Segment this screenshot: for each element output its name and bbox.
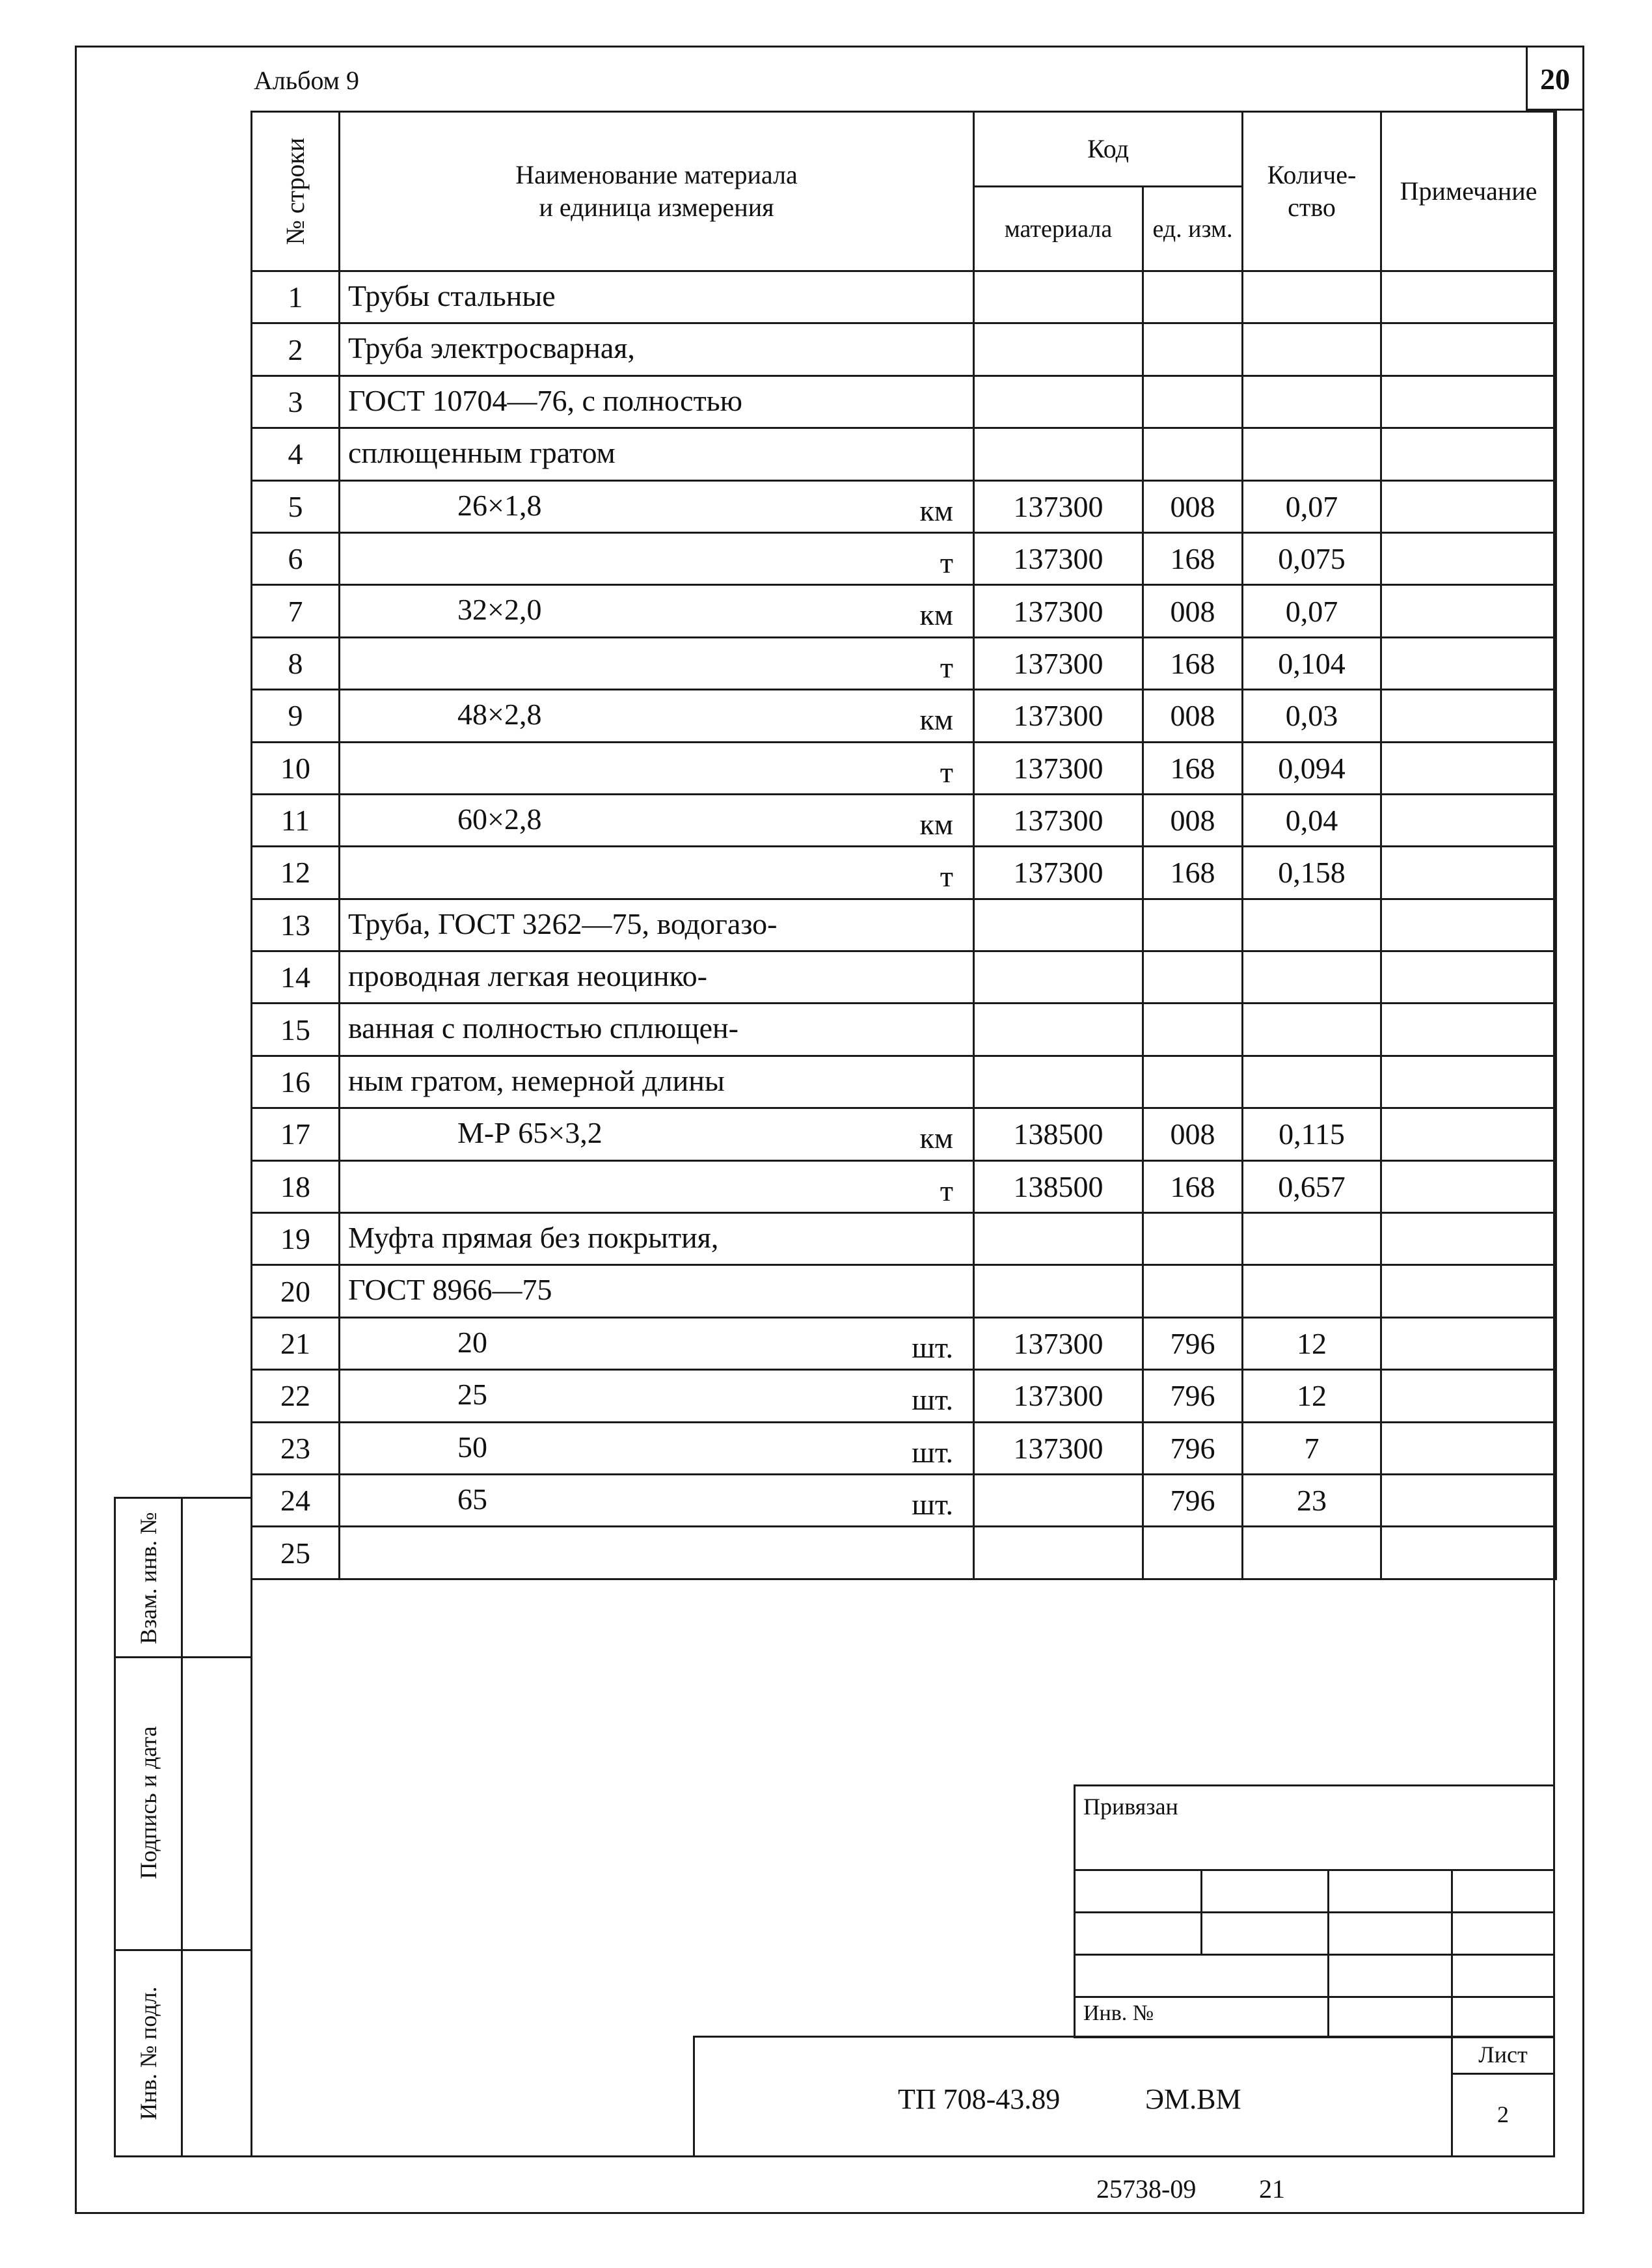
unit-code: 796 [1143, 1317, 1243, 1369]
note-cell [1381, 1370, 1556, 1422]
material-name-cell [340, 1213, 974, 1265]
row-number: 22 [252, 1370, 340, 1422]
note-cell [1381, 1527, 1556, 1579]
note-cell [1381, 847, 1556, 899]
quantity: 0,657 [1243, 1160, 1381, 1212]
unit-label: км [919, 598, 953, 632]
unit-code: 008 [1143, 690, 1243, 742]
material-code [974, 1056, 1143, 1108]
unit-code [1143, 323, 1243, 376]
table-row [252, 480, 1556, 532]
material-code: 137300 [974, 1317, 1143, 1369]
quantity: 0,07 [1243, 480, 1381, 532]
material-name-text: ным гратом, немерной длины [348, 1063, 725, 1097]
unit-code: 168 [1143, 1160, 1243, 1212]
quantity: 0,075 [1243, 532, 1381, 584]
material-name-text: ГОСТ 10704—76, с полностью [348, 383, 743, 417]
table-row [252, 1160, 1556, 1212]
note-cell [1381, 1474, 1556, 1526]
material-name-cell [340, 1004, 974, 1056]
unit-code: 168 [1143, 637, 1243, 689]
note-cell [1381, 637, 1556, 689]
table-row [252, 1108, 1556, 1160]
material-name-cell [340, 480, 974, 532]
material-code: 137300 [974, 637, 1143, 689]
material-name-cell [340, 951, 974, 1004]
table-row [252, 532, 1556, 584]
note-cell [1381, 271, 1556, 323]
note-cell [1381, 585, 1556, 637]
table-row [252, 1317, 1556, 1369]
material-code [974, 1213, 1143, 1265]
material-name-cell [340, 376, 974, 428]
note-cell [1381, 1160, 1556, 1212]
quantity: 0,104 [1243, 637, 1381, 689]
note-cell [1381, 794, 1556, 846]
row-number: 16 [252, 1056, 340, 1108]
table-row [252, 637, 1556, 689]
material-size: 60×2,8 [457, 802, 542, 836]
table-row [252, 1265, 1556, 1317]
unit-code [1143, 1213, 1243, 1265]
code-unit-header: ед. изм. [1143, 187, 1243, 271]
unit-label: т [940, 860, 953, 894]
note-cell [1381, 428, 1556, 480]
note-cell [1381, 376, 1556, 428]
unit-label: шт. [912, 1383, 953, 1417]
material-code: 137300 [974, 532, 1143, 584]
material-code: 137300 [974, 1422, 1143, 1474]
album-label: Альбом 9 [254, 66, 359, 95]
quantity [1243, 1213, 1381, 1265]
quantity [1243, 1004, 1381, 1056]
table-row [252, 1056, 1556, 1108]
material-name-cell [340, 1160, 974, 1212]
material-name-cell [340, 323, 974, 376]
table-row [252, 847, 1556, 899]
unit-label: шт. [912, 1330, 953, 1364]
row-number: 18 [252, 1160, 340, 1212]
material-name-cell [340, 428, 974, 480]
footer-doc-number: 25738-09 [1096, 2174, 1197, 2204]
unit-code [1143, 899, 1243, 951]
material-size: 25 [457, 1378, 487, 1412]
row-number: 17 [252, 1108, 340, 1160]
quantity: 0,03 [1243, 690, 1381, 742]
row-number: 12 [252, 847, 340, 899]
row-number: 8 [252, 637, 340, 689]
row-number: 9 [252, 690, 340, 742]
unit-code: 796 [1143, 1422, 1243, 1474]
material-code [974, 376, 1143, 428]
quantity: 0,04 [1243, 794, 1381, 846]
quantity-header: Количе- ство [1243, 112, 1381, 271]
table-row [252, 1527, 1556, 1579]
material-name-cell [340, 899, 974, 951]
material-name-cell [340, 1056, 974, 1108]
material-code [974, 1474, 1143, 1526]
material-name-cell [340, 847, 974, 899]
material-code: 137300 [974, 742, 1143, 794]
name-header: Наименование материала и единица измерения [340, 112, 974, 271]
row-number: 20 [252, 1265, 340, 1317]
code-header: Код [974, 112, 1243, 187]
quantity [1243, 1265, 1381, 1317]
note-cell [1381, 532, 1556, 584]
material-size: 50 [457, 1430, 487, 1464]
unit-code [1143, 428, 1243, 480]
unit-code: 008 [1143, 480, 1243, 532]
material-name-cell [340, 1108, 974, 1160]
material-code: 137300 [974, 847, 1143, 899]
material-code [974, 951, 1143, 1004]
unit-code [1143, 1527, 1243, 1579]
unit-code [1143, 1004, 1243, 1056]
row-number: 25 [252, 1527, 340, 1579]
table-row [252, 899, 1556, 951]
note-cell [1381, 951, 1556, 1004]
original-inv-label: Инв. № подл. [135, 1986, 161, 2120]
table-row [252, 742, 1556, 794]
quantity [1243, 323, 1381, 376]
material-name-cell [340, 1474, 974, 1526]
row-number: 19 [252, 1213, 340, 1265]
quantity [1243, 376, 1381, 428]
material-name-text: ГОСТ 8966—75 [348, 1273, 552, 1307]
material-name-text: ванная с полностью сплющен- [348, 1011, 738, 1045]
quantity: 0,115 [1243, 1108, 1381, 1160]
unit-code [1143, 1056, 1243, 1108]
material-name-cell [340, 637, 974, 689]
material-code [974, 1004, 1143, 1056]
signature-date-label: Подпись и дата [135, 1726, 161, 1879]
material-code [974, 323, 1143, 376]
table-row [252, 271, 1556, 323]
table-row [252, 323, 1556, 376]
material-code: 137300 [974, 480, 1143, 532]
material-code: 138500 [974, 1160, 1143, 1212]
material-name-cell [340, 742, 974, 794]
quantity: 12 [1243, 1370, 1381, 1422]
note-cell [1381, 742, 1556, 794]
material-size: М-Р 65×3,2 [457, 1116, 603, 1150]
row-number: 3 [252, 376, 340, 428]
note-cell [1381, 323, 1556, 376]
row-number: 5 [252, 480, 340, 532]
row-number: 1 [252, 271, 340, 323]
material-name-text: проводная легкая неоцинко- [348, 959, 707, 993]
quantity [1243, 899, 1381, 951]
row-number: 2 [252, 323, 340, 376]
unit-label: шт. [912, 1487, 953, 1521]
row-number-header: № строки [252, 112, 340, 271]
note-cell [1381, 1317, 1556, 1369]
unit-label: км [919, 493, 953, 527]
note-cell [1381, 1004, 1556, 1056]
material-spec-table [251, 111, 1557, 1580]
table-row [252, 1422, 1556, 1474]
material-code: 138500 [974, 1108, 1143, 1160]
unit-code: 008 [1143, 1108, 1243, 1160]
unit-label: т [940, 755, 953, 789]
material-name-cell [340, 690, 974, 742]
unit-code: 168 [1143, 532, 1243, 584]
inv-no-label: Инв. № [1083, 2001, 1154, 2025]
unit-label: км [919, 703, 953, 737]
unit-code: 008 [1143, 794, 1243, 846]
quantity: 0,07 [1243, 585, 1381, 637]
material-code [974, 1265, 1143, 1317]
table-row [252, 794, 1556, 846]
replaced-inv-label: Взам. инв. № [135, 1512, 161, 1645]
unit-label: т [940, 545, 953, 579]
unit-label: т [940, 1173, 953, 1207]
material-name-text: Труба, ГОСТ 3262—75, водогазо- [348, 907, 778, 940]
material-code: 137300 [974, 794, 1143, 846]
code-material-header: материала [974, 187, 1143, 271]
unit-code [1143, 271, 1243, 323]
material-code [974, 271, 1143, 323]
note-cell [1381, 480, 1556, 532]
row-number: 21 [252, 1317, 340, 1369]
material-code [974, 1527, 1143, 1579]
material-name-cell [340, 532, 974, 584]
unit-label: км [919, 1121, 953, 1155]
row-number: 23 [252, 1422, 340, 1474]
table-row [252, 376, 1556, 428]
row-number: 10 [252, 742, 340, 794]
note-cell [1381, 1056, 1556, 1108]
note-cell [1381, 690, 1556, 742]
quantity: 12 [1243, 1317, 1381, 1369]
material-size: 48×2,8 [457, 698, 542, 731]
quantity: 0,094 [1243, 742, 1381, 794]
note-cell [1381, 1265, 1556, 1317]
row-number: 24 [252, 1474, 340, 1526]
table-row [252, 1213, 1556, 1265]
quantity [1243, 1056, 1381, 1108]
quantity [1243, 428, 1381, 480]
material-name-text: Труба электросварная, [348, 331, 635, 365]
material-name-cell [340, 1370, 974, 1422]
table-row [252, 428, 1556, 480]
material-name-text: сплющенным гратом [348, 436, 616, 470]
table-row [252, 585, 1556, 637]
quantity [1243, 271, 1381, 323]
note-header: Примечание [1381, 112, 1556, 271]
designation-block [693, 2036, 1555, 2157]
material-name-cell [340, 271, 974, 323]
table-row [252, 1474, 1556, 1526]
page-number: 20 [1540, 62, 1570, 96]
material-size: 26×1,8 [457, 488, 542, 522]
material-name-cell [340, 1422, 974, 1474]
material-name-cell [340, 794, 974, 846]
quantity [1243, 1527, 1381, 1579]
unit-code: 008 [1143, 585, 1243, 637]
unit-label: т [940, 650, 953, 684]
quantity: 0,158 [1243, 847, 1381, 899]
table-row [252, 1370, 1556, 1422]
material-code [974, 428, 1143, 480]
row-number: 15 [252, 1004, 340, 1056]
table-row [252, 690, 1556, 742]
table-row [252, 1004, 1556, 1056]
unit-code: 168 [1143, 847, 1243, 899]
material-name-cell [340, 1265, 974, 1317]
note-cell [1381, 1213, 1556, 1265]
material-name-cell [340, 1317, 974, 1369]
material-size: 20 [457, 1325, 487, 1359]
row-number: 14 [252, 951, 340, 1004]
unit-code [1143, 376, 1243, 428]
row-number: 6 [252, 532, 340, 584]
material-name-cell [340, 1527, 974, 1579]
row-number: 13 [252, 899, 340, 951]
material-name-text: Муфта прямая без покрытия, [348, 1221, 719, 1255]
row-number: 11 [252, 794, 340, 846]
unit-code: 796 [1143, 1370, 1243, 1422]
designation-section: ЭМ.ВМ [1145, 2083, 1241, 2115]
quantity: 7 [1243, 1422, 1381, 1474]
material-name-cell [340, 585, 974, 637]
note-cell [1381, 899, 1556, 951]
material-code: 137300 [974, 585, 1143, 637]
table-row [252, 951, 1556, 1004]
quantity [1243, 951, 1381, 1004]
designation-code: ТП 708-43.89 [898, 2083, 1061, 2115]
footer-page: 21 [1259, 2174, 1285, 2204]
sheet-number: 2 [1497, 2101, 1509, 2127]
material-name-text: Трубы стальные [348, 279, 556, 312]
row-number: 4 [252, 428, 340, 480]
unit-code: 168 [1143, 742, 1243, 794]
unit-label: км [919, 807, 953, 841]
material-code: 137300 [974, 690, 1143, 742]
quantity: 23 [1243, 1474, 1381, 1526]
unit-label: шт. [912, 1435, 953, 1469]
material-code [974, 899, 1143, 951]
note-cell [1381, 1108, 1556, 1160]
unit-code: 796 [1143, 1474, 1243, 1526]
unit-code [1143, 1265, 1243, 1317]
bound-label: Привязан [1083, 1794, 1178, 1820]
note-cell [1381, 1422, 1556, 1474]
material-code: 137300 [974, 1370, 1143, 1422]
material-size: 32×2,0 [457, 593, 542, 627]
row-number: 7 [252, 585, 340, 637]
unit-code [1143, 951, 1243, 1004]
sheet-label: Лист [1478, 2042, 1528, 2068]
material-size: 65 [457, 1482, 487, 1516]
